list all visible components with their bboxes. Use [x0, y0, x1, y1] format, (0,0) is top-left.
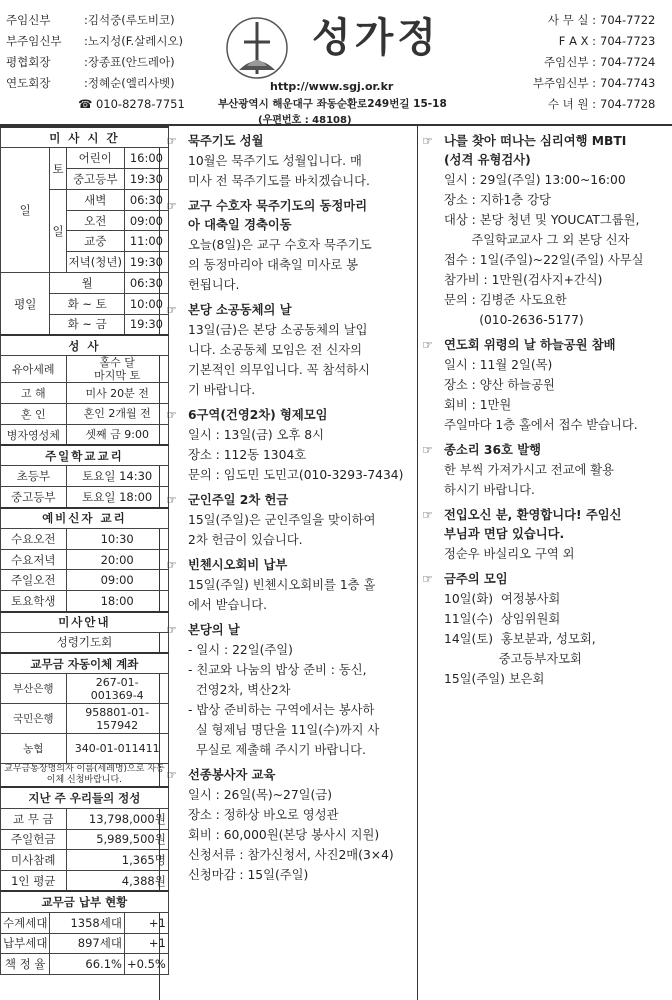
notice-title-row [422, 441, 670, 460]
notice-title: 6구역(건영2차) 형제모임 [188, 408, 328, 422]
notice-line: 대상 : 본당 청년 및 YOUCAT그룹원, [444, 213, 640, 227]
table-cell: 1인 평균 [1, 871, 67, 892]
notice-line: - 친교와 나눔의 밥상 준비 : 동신, [188, 663, 367, 677]
table-row [1, 591, 169, 612]
notice-line: 장소 : 정하상 바오로 영성관 [188, 808, 339, 822]
table-row [1, 570, 169, 591]
pointing-hand-icon: ☞ [422, 508, 434, 522]
pointing-hand-icon: ☞ [166, 408, 178, 422]
table-row [1, 871, 169, 892]
pointing-hand-icon: ☞ [422, 134, 434, 148]
table-row [1, 829, 169, 850]
table-cell: 어린이 [66, 148, 124, 169]
table-row [1, 954, 169, 975]
staff-name: 노지성(F.살레시오) [87, 34, 184, 48]
contact-row [528, 52, 655, 73]
table-row [1, 632, 169, 653]
notice-line: 문의 : 김병준 사도요한 [444, 293, 567, 307]
staff-row [6, 52, 185, 73]
notice-title: 종소리 36호 발행 [444, 443, 541, 457]
notice-item [422, 336, 670, 435]
notice-line: 15일(주일)은 군인주일을 맞이하여 [188, 513, 376, 527]
table-cell: 수요오전 [1, 528, 67, 549]
notice-line: 장소 : 양산 하늘공원 [444, 378, 555, 392]
staff-list [6, 10, 185, 115]
table-cell: 납부세대 [1, 933, 50, 954]
pointing-hand-icon: ☞ [166, 493, 178, 507]
table-cell: 10:30 [66, 528, 168, 549]
pointing-hand-icon: ☞ [422, 338, 434, 352]
contact-row [528, 94, 655, 115]
notice-title-row [422, 336, 670, 355]
table-cell: 홀수 달 마지막 토 [66, 356, 168, 383]
notice-item [166, 491, 417, 550]
table-row [1, 734, 169, 764]
notices-right-column [420, 126, 670, 1000]
notice-line: 11일(수) 상임위원회 [444, 612, 561, 626]
table-row [1, 148, 169, 169]
table-cell: 부산은행 [1, 674, 67, 704]
section-heading: 지난 주 우리들의 정성 [1, 787, 169, 808]
notice-line: 회비 : 1만원 [444, 398, 512, 412]
phone-value: 010-8278-7751 [95, 97, 185, 111]
notice-line: 회비 : 60,000원(본당 봉사시 지원) [188, 828, 380, 842]
staff-role: 주임신부 [6, 13, 51, 27]
table-cell: 66.1% [50, 954, 125, 975]
zip-code: (우편번호 : 48108) [258, 115, 352, 126]
table-cell: 10:00 [124, 293, 168, 314]
notice-line: 신청서류 : 참가신청서, 사진2매(3×4) [188, 848, 394, 862]
pointing-hand-icon: ☞ [422, 443, 434, 457]
notice-line: 장소 : 지하1층 강당 [444, 193, 551, 207]
notice-line: 일시 : 11월 2일(목) [444, 358, 553, 372]
table-cell: 09:00 [66, 570, 168, 591]
notice-item [166, 621, 417, 760]
notice-line: 일시 : 26일(목)~27일(금) [188, 788, 333, 802]
bulletin-header [0, 0, 672, 126]
table-row [1, 445, 169, 466]
table-cell: 병자영성체 [1, 424, 67, 445]
table-cell: 초등부 [1, 466, 67, 487]
table-row [1, 787, 169, 808]
notice-item [166, 197, 417, 295]
table-cell: 오전 [66, 210, 124, 231]
table-cell: 혼 인 [1, 404, 67, 425]
table-row [1, 933, 169, 954]
table-row [1, 912, 169, 933]
staff-name: 김석중(루도비코) [87, 13, 175, 27]
notice-line: 기본적인 의무입니다. 꼭 참석하시 [188, 363, 370, 377]
table-cell: +0.5% [124, 954, 168, 975]
section-heading: 주일학교교리 [1, 445, 169, 466]
notice-line: 헌됩니다. [188, 278, 240, 292]
table-cell: 06:30 [124, 273, 168, 294]
table-row [1, 273, 169, 294]
table-cell: 1358세대 [50, 912, 125, 933]
notice-line: 신청마감 : 15일(주일) [188, 868, 309, 882]
section-heading: 미사안내 [1, 612, 169, 633]
table-cell: 교중 [66, 231, 124, 252]
notice-line: - 밥상 준비하는 구역에서는 봉사하 [188, 703, 375, 717]
table-cell: 11:00 [124, 231, 168, 252]
bank-note: 교무금통장명의자 이름(세례명)으로 자동이체 신청바랍니다. [1, 764, 169, 788]
table-cell: 4,388원 [66, 871, 168, 892]
notice-title-row [166, 766, 417, 785]
table-cell: 셋째 금 9:00 [66, 424, 168, 445]
table-row [1, 808, 169, 829]
contact-label: 수 녀 원 : [547, 97, 596, 111]
staff-role: 평협회장 [6, 55, 51, 69]
table-row [1, 487, 169, 508]
colon: : [84, 34, 88, 48]
table-row [1, 850, 169, 871]
table-cell: 897세대 [50, 933, 125, 954]
notice-line: 미사 전 묵주기도를 바치겠습니다. [188, 174, 370, 188]
notice-item [166, 556, 417, 615]
notice-title-row [166, 132, 417, 151]
notice-title-row [166, 556, 417, 575]
table-cell: 혼인 2개월 전 [66, 404, 168, 425]
table-cell: 성령기도회 [1, 632, 169, 653]
section-heading: 성 사 [1, 335, 169, 356]
notice-title-row [166, 301, 417, 320]
notice-title: 본당 소공동체의 날 [188, 303, 292, 317]
table-cell: 주일오전 [1, 570, 67, 591]
notice-title-row [422, 132, 670, 170]
notice-item [166, 301, 417, 400]
notice-line: 주일학교교사 그 외 본당 신자 [444, 233, 630, 247]
table-cell: 국민은행 [1, 704, 67, 734]
table-row [1, 335, 169, 356]
notice-line: (010-2636-5177) [444, 313, 584, 327]
notice-line: 일시 : 13일(금) 오후 8시 [188, 428, 324, 442]
notice-title: 전입오신 분, 환영합니다! 주임신 부님과 면담 있습니다. [444, 508, 622, 541]
table-cell: 19:30 [124, 169, 168, 190]
table-row [1, 674, 169, 704]
table-row [1, 653, 169, 674]
notice-item [422, 570, 670, 689]
contact-row [528, 10, 655, 31]
staff-name: 장종표(안드레아) [87, 55, 175, 69]
sunday-sub-label: 일 [50, 189, 66, 272]
schedule-table [0, 126, 169, 975]
phone-number [78, 94, 185, 115]
notice-item [422, 132, 670, 330]
staff-role: 부주임신부 [6, 34, 62, 48]
table-row [1, 356, 169, 383]
table-row [1, 424, 169, 445]
section-heading: 교무금 자동이체 계좌 [1, 653, 169, 674]
section-heading: 미 사 시 간 [1, 127, 169, 148]
notice-line: 13일(금)은 본당 소공동체의 날입 [188, 323, 368, 337]
church-logo [214, 12, 300, 82]
notice-title: 군인주일 2차 헌금 [188, 493, 289, 507]
notice-title: 선종봉사자 교육 [188, 768, 276, 782]
notice-line: 무실로 제출해 주시기 바랍니다. [188, 743, 366, 757]
pointing-hand-icon: ☞ [166, 768, 178, 782]
table-cell: 화 ~ 금 [50, 314, 125, 335]
table-cell: 저녁(청년) [66, 252, 124, 273]
notice-line: 주일마다 1층 홀에서 접수 받습니다. [444, 418, 638, 432]
notice-title: 교구 수호자 묵주기도의 동정마리 아 대축일 경축이동 [188, 199, 368, 232]
notice-line: 15일(주일) 빈첸시오회비를 1층 홀 [188, 578, 376, 592]
notice-title: 빈첸시오회비 납부 [188, 558, 288, 572]
contact-label: 주임신부 : [544, 55, 596, 69]
contact-number: 704-7743 [600, 76, 656, 90]
colon: : [84, 76, 88, 90]
contact-number: 704-7728 [600, 97, 656, 111]
table-cell: +1 [124, 912, 168, 933]
table-row [1, 508, 169, 529]
notice-title: 묵주기도 성월 [188, 134, 264, 148]
notice-title: 본당의 날 [188, 623, 240, 637]
notice-line: 의 동정마리아 대축일 미사로 봉 [188, 258, 359, 272]
notice-line: 건영2차, 벽산2차 [188, 683, 291, 697]
table-cell: 06:30 [124, 189, 168, 210]
notice-line: 문의 : 임도민 도민고(010-3293-7434) [188, 468, 404, 482]
notice-line: 14일(토) 홍보분과, 성모회, [444, 632, 596, 646]
notice-title-row [422, 506, 670, 544]
contact-label: 사 무 실 : [547, 13, 596, 27]
contact-label: F A X : [558, 34, 596, 48]
table-cell: 토요일 18:00 [66, 487, 168, 508]
notice-title: 금주의 모임 [444, 572, 508, 586]
notice-line: 접수 : 1일(주일)~22일(주일) 사무실 [444, 253, 644, 267]
table-cell: 09:00 [124, 210, 168, 231]
contact-row [528, 31, 655, 52]
phone-icon: ☎ [78, 97, 96, 111]
notice-title-row [166, 197, 417, 235]
table-cell: 농협 [1, 734, 67, 764]
table-cell: 주일헌금 [1, 829, 67, 850]
left-sidebar [0, 126, 166, 1000]
table-cell: 267-01- 001369-4 [66, 674, 168, 704]
notices-middle-column [164, 126, 418, 1000]
table-cell: 토요학생 [1, 591, 67, 612]
table-cell: 중고등부 [1, 487, 67, 508]
colon: : [84, 13, 88, 27]
table-cell: 수요저녁 [1, 549, 67, 570]
notice-line: 하시기 바랍니다. [444, 483, 535, 497]
notice-line: 참가비 : 1만원(검사지+간식) [444, 273, 603, 287]
contact-number: 704-7722 [600, 13, 656, 27]
table-cell: 340-01-011411 [66, 734, 168, 764]
pointing-hand-icon: ☞ [166, 134, 178, 148]
notice-line: 오늘(8일)은 교구 수호자 묵주기도 [188, 238, 372, 252]
saturday-label: 토 [50, 148, 66, 190]
table-cell: 1,365명 [66, 850, 168, 871]
bulletin-title: 성가정 [312, 14, 440, 61]
staff-role: 연도회장 [6, 76, 51, 90]
table-cell: 고 해 [1, 383, 67, 404]
table-cell: +1 [124, 933, 168, 954]
table-cell: 5,989,500원 [66, 829, 168, 850]
sunday-label: 일 [1, 148, 50, 273]
table-cell: 미사참례 [1, 850, 67, 871]
church-address: 부산광역시 해운대구 좌동순환로249번길 15-18 [218, 98, 447, 110]
contact-number: 704-7723 [600, 34, 656, 48]
contact-row [528, 73, 655, 94]
notice-item [166, 406, 417, 485]
table-row [1, 383, 169, 404]
table-cell: 유아세례 [1, 356, 67, 383]
staff-name: 정혜순(엘리사벳) [87, 76, 175, 90]
table-row [1, 466, 169, 487]
table-cell: 19:30 [124, 314, 168, 335]
notice-title-row [166, 621, 417, 640]
table-cell: 18:00 [66, 591, 168, 612]
notice-line: 일시 : 29일(주일) 13:00~16:00 [444, 173, 626, 187]
table-row [1, 704, 169, 734]
website-url[interactable]: http://www.sgj.or.kr [270, 80, 394, 93]
notice-item [422, 506, 670, 564]
notice-item [422, 441, 670, 500]
notice-item [166, 132, 417, 191]
notice-title-row [166, 406, 417, 425]
table-row [1, 891, 169, 912]
table-cell: 13,798,000원 [66, 808, 168, 829]
table-cell: 책 정 율 [1, 954, 50, 975]
contact-number: 704-7724 [600, 55, 656, 69]
notice-line: 2차 헌금이 있습니다. [188, 533, 303, 547]
table-cell: 미사 20분 전 [66, 383, 168, 404]
table-row [1, 404, 169, 425]
notice-line: 10일(화) 여정봉사회 [444, 592, 561, 606]
section-heading: 예비신자 교리 [1, 508, 169, 529]
notice-line: 한 부씩 가져가시고 전교에 활용 [444, 463, 615, 477]
table-cell: 20:00 [66, 549, 168, 570]
table-cell: 958801-01- 157942 [66, 704, 168, 734]
notice-line: 실 형제님 명단을 11일(수)까지 사 [188, 723, 380, 737]
table-cell: 화 ~ 토 [50, 293, 125, 314]
notice-title: 나를 찾아 떠나는 심리여행 MBTI (성격 유형검사) [444, 134, 627, 167]
contact-list [528, 10, 655, 115]
table-cell: 토요일 14:30 [66, 466, 168, 487]
notice-title: 연도회 위령의 날 하늘공원 참배 [444, 338, 616, 352]
notice-line: 15일(주일) 보은회 [444, 672, 545, 686]
table-row [1, 612, 169, 633]
notice-line: 중고등부자모회 [444, 652, 582, 666]
table-cell: 19:30 [124, 252, 168, 273]
notice-title-row [422, 570, 670, 589]
table-cell: 중고등부 [66, 169, 124, 190]
notice-title-row [166, 491, 417, 510]
weekday-label: 평일 [1, 273, 50, 335]
pointing-hand-icon: ☞ [422, 572, 434, 586]
pointing-hand-icon: ☞ [166, 623, 178, 637]
table-cell: 월 [50, 273, 125, 294]
notice-line: 에서 받습니다. [188, 598, 268, 612]
pointing-hand-icon: ☞ [166, 303, 178, 317]
table-row [1, 528, 169, 549]
table-row [1, 764, 169, 788]
staff-row [6, 10, 185, 31]
notice-line: - 일시 : 22일(주일) [188, 643, 293, 657]
table-row [1, 127, 169, 148]
pointing-hand-icon: ☞ [166, 558, 178, 572]
staff-row [6, 73, 185, 94]
section-heading: 교무금 납부 현황 [1, 891, 169, 912]
staff-row [6, 31, 185, 52]
notice-line: 10월은 묵주기도 성월입니다. 매 [188, 154, 362, 168]
notice-line: 장소 : 112동 1304호 [188, 448, 307, 462]
table-cell: 새벽 [66, 189, 124, 210]
notice-line: 기 바랍니다. [188, 383, 256, 397]
contact-label: 부주임신부 : [532, 76, 596, 90]
notice-item [166, 766, 417, 885]
notice-line: 정순우 바실리오 구역 외 [444, 547, 575, 561]
table-cell: 수계세대 [1, 912, 50, 933]
table-row [1, 549, 169, 570]
table-cell: 16:00 [124, 148, 168, 169]
pointing-hand-icon: ☞ [166, 199, 178, 213]
colon: : [84, 55, 88, 69]
table-cell: 교 무 금 [1, 808, 67, 829]
notice-line: 니다. 소공동체 모임은 전 신자의 [188, 343, 362, 357]
